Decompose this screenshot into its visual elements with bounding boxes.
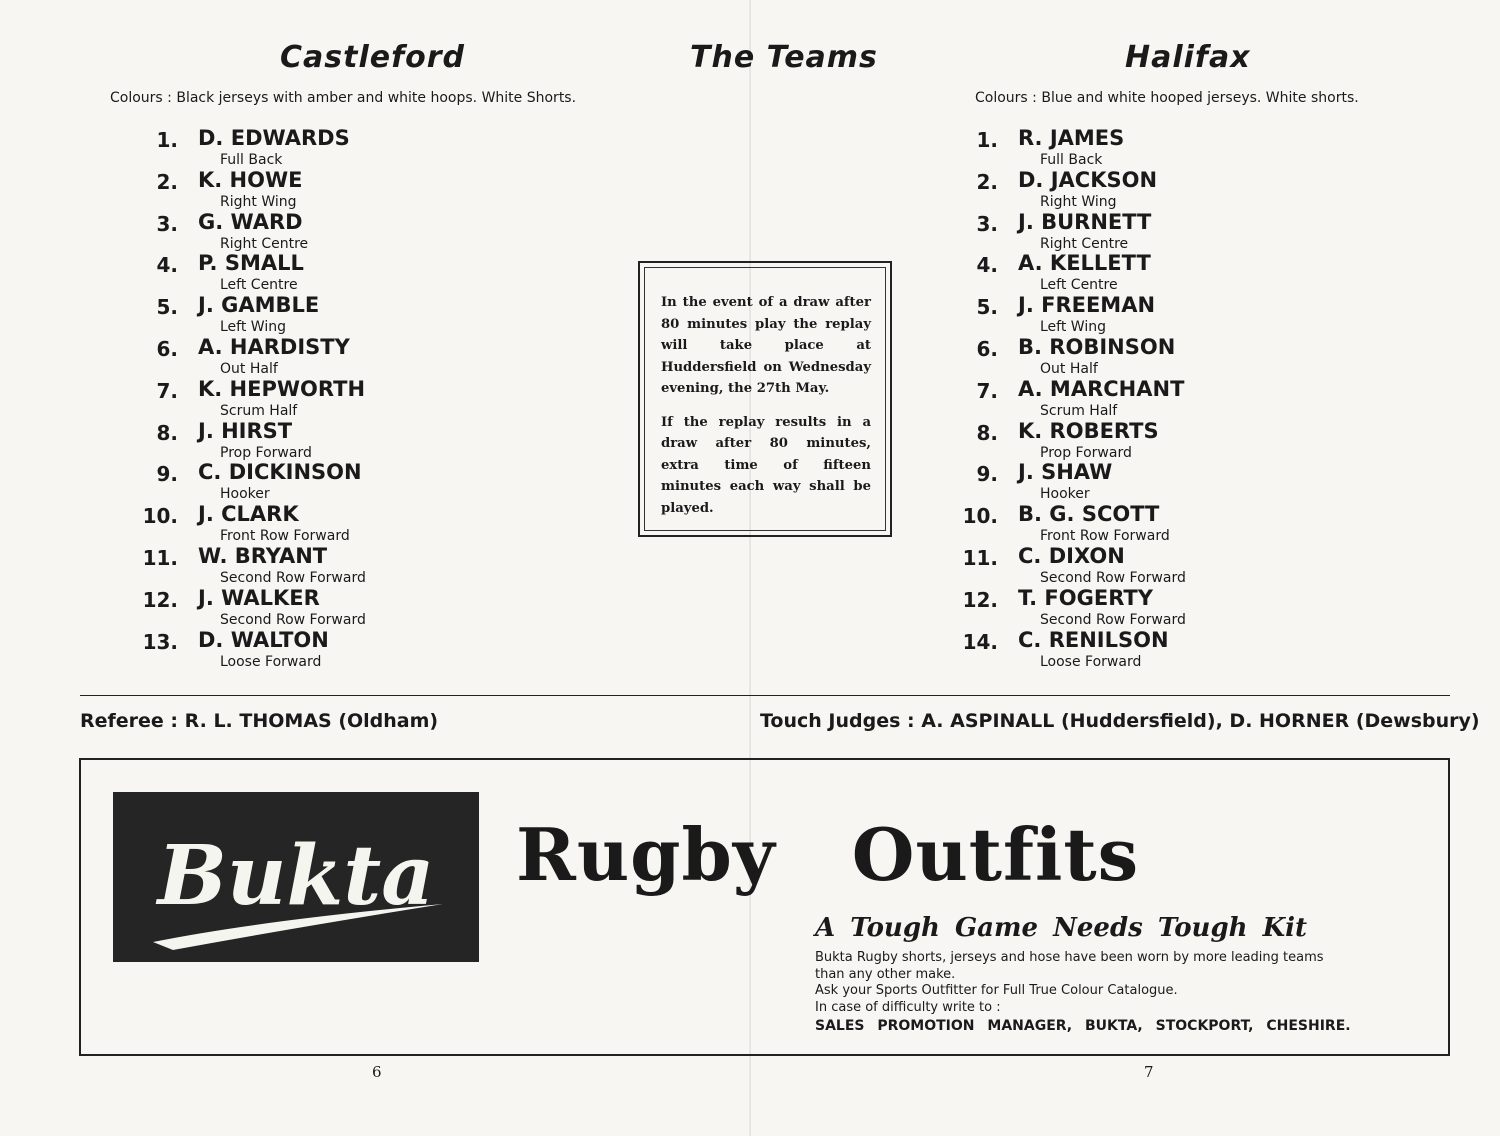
player-name: R. JAMES xyxy=(1018,126,1125,150)
player-name: J. BURNETT xyxy=(1018,209,1152,234)
player-number: 3. xyxy=(156,211,178,236)
player-position: Second Row Forward xyxy=(220,569,366,586)
player-position: Loose Forward xyxy=(220,653,322,670)
player-number: 7. xyxy=(156,378,178,403)
halifax-title: Halifax xyxy=(1125,40,1251,75)
player-position: Left Wing xyxy=(1040,319,1106,336)
player-number: 7. xyxy=(976,378,998,403)
player-position: Right Centre xyxy=(220,235,309,252)
player-position: Front Row Forward xyxy=(1040,528,1170,545)
player-number: 12. xyxy=(142,587,178,612)
advert-body-line: Ask your Sports Outfitter for Full True Colour Catalogue. xyxy=(815,983,1178,998)
player-name: D. EDWARDS xyxy=(198,126,350,150)
player-number: 14. xyxy=(962,629,998,654)
player-number: 8. xyxy=(156,420,178,445)
bukta-logo-graphic xyxy=(113,792,479,962)
player-name: W. BRYANT xyxy=(198,543,328,568)
bukta-logo xyxy=(113,792,479,962)
advert-body-line: In case of difficulty write to : xyxy=(815,999,1001,1015)
player-position: Hooker xyxy=(1040,486,1090,503)
player-name: T. FOGERTY xyxy=(1018,585,1153,610)
player-name: D. WALTON xyxy=(198,627,329,652)
advert-contact: SALES PROMOTION MANAGER, BUKTA, STOCKPORT, CHESHIRE. xyxy=(815,1018,1351,1034)
player-number: 9. xyxy=(976,462,998,487)
referee-line: Referee : R. L. THOMAS (Oldham) xyxy=(80,710,439,732)
headline-word-rugby: Rugby xyxy=(516,812,776,897)
player-name: J. SHAW xyxy=(1018,460,1113,485)
player-name: C. DICKINSON xyxy=(198,460,362,485)
player-name: J. GAMBLE xyxy=(198,293,320,318)
player-position: Out Half xyxy=(1040,360,1098,377)
halifax-colours: Colours : Blue and white hooped jerseys. White shorts. xyxy=(975,90,1359,106)
player-name: A. HARDISTY xyxy=(198,334,350,359)
player-number: 10. xyxy=(962,504,998,529)
player-position: Left Wing xyxy=(220,319,286,336)
castleford-colours: Colours : Black jerseys with amber and white hoops. White Shorts. xyxy=(110,90,577,106)
player-name: K. HEPWORTH xyxy=(198,376,366,401)
player-number: 8. xyxy=(976,420,998,445)
player-name: C. DIXON xyxy=(1018,543,1125,568)
player-number: 2. xyxy=(156,169,178,194)
player-position: Scrum Half xyxy=(220,402,298,419)
replay-notice-paragraph-1: In the event of a draw after 80 minutes play the replay will take place at Huddersfield on Wednesday evening, the 27th May. xyxy=(661,295,871,396)
player-position: Prop Forward xyxy=(220,444,312,461)
player-name: A. MARCHANT xyxy=(1018,376,1185,401)
player-position: Left Centre xyxy=(1040,277,1118,294)
player-position: Full Back xyxy=(1040,152,1103,168)
player-name: J. WALKER xyxy=(198,585,320,610)
player-name: C. RENILSON xyxy=(1018,627,1169,652)
player-position: Right Wing xyxy=(1040,193,1117,210)
player-position: Loose Forward xyxy=(1040,653,1142,670)
player-number: 11. xyxy=(962,545,998,570)
touch-judges-line: Touch Judges : A. ASPINALL (Huddersfield), D. HORNER (Dewsbury) xyxy=(760,710,1480,732)
replay-notice-inner xyxy=(644,267,886,531)
player-position: Hooker xyxy=(220,486,270,503)
player-number: 6. xyxy=(156,336,178,361)
player-name: D. JACKSON xyxy=(1018,167,1158,192)
advert-tagline: A Tough Game Needs Tough Kit xyxy=(815,913,1308,943)
player-position: Prop Forward xyxy=(1040,444,1132,461)
player-name: A. KELLETT xyxy=(1018,251,1151,276)
player-name: J. FREEMAN xyxy=(1018,293,1156,318)
player-number: 1. xyxy=(156,128,178,152)
advert-body-line: than any other make. xyxy=(815,966,956,982)
player-number: 5. xyxy=(156,295,178,320)
player-position: Right Centre xyxy=(1040,235,1129,252)
bukta-logo-text: Bukta xyxy=(157,828,435,924)
player-number: 13. xyxy=(142,629,178,654)
player-position: Second Row Forward xyxy=(220,611,366,628)
player-number: 6. xyxy=(976,336,998,361)
player-number: 2. xyxy=(976,169,998,194)
player-position: Front Row Forward xyxy=(220,528,350,545)
player-name: G. WARD xyxy=(198,209,303,234)
player-number: 12. xyxy=(962,587,998,612)
player-position: Left Centre xyxy=(220,277,298,294)
player-name: B. ROBINSON xyxy=(1018,334,1176,359)
player-name: J. HIRST xyxy=(198,418,293,443)
player-number: 4. xyxy=(156,253,178,278)
player-position: Second Row Forward xyxy=(1040,569,1186,586)
player-number: 1. xyxy=(976,128,998,152)
player-position: Out Half xyxy=(220,360,278,377)
page-number-left: 6 xyxy=(372,1063,382,1081)
teams-title: The Teams xyxy=(690,40,878,75)
advert-body-line: Bukta Rugby shorts, jerseys and hose have been worn by more leading teams xyxy=(815,950,1324,965)
player-position: Second Row Forward xyxy=(1040,611,1186,628)
player-name: K. HOWE xyxy=(198,167,303,192)
player-number: 10. xyxy=(142,504,178,529)
player-name: K. ROBERTS xyxy=(1018,418,1159,443)
section-divider xyxy=(80,695,1450,696)
player-name: B. G. SCOTT xyxy=(1018,502,1160,527)
player-name: J. CLARK xyxy=(198,502,299,527)
player-number: 11. xyxy=(142,545,178,570)
castleford-title: Castleford xyxy=(280,40,466,75)
headline-word-outfits: Outfits xyxy=(851,812,1140,897)
replay-notice-paragraph-2: If the replay results in a draw after 80 minutes, extra time of fifteen minutes each way shall be played. xyxy=(661,414,871,516)
player-number: 4. xyxy=(976,253,998,278)
advert-body xyxy=(815,950,1375,1016)
player-number: 9. xyxy=(156,462,178,487)
player-number: 5. xyxy=(976,295,998,320)
player-position: Right Wing xyxy=(220,193,297,210)
replay-notice-box xyxy=(638,261,892,537)
page-number-right: 7 xyxy=(1144,1063,1154,1081)
advert-headline xyxy=(516,812,1215,897)
player-position: Full Back xyxy=(220,152,283,168)
player-position: Scrum Half xyxy=(1040,402,1118,419)
player-name: P. SMALL xyxy=(198,251,304,276)
player-number: 3. xyxy=(976,211,998,236)
